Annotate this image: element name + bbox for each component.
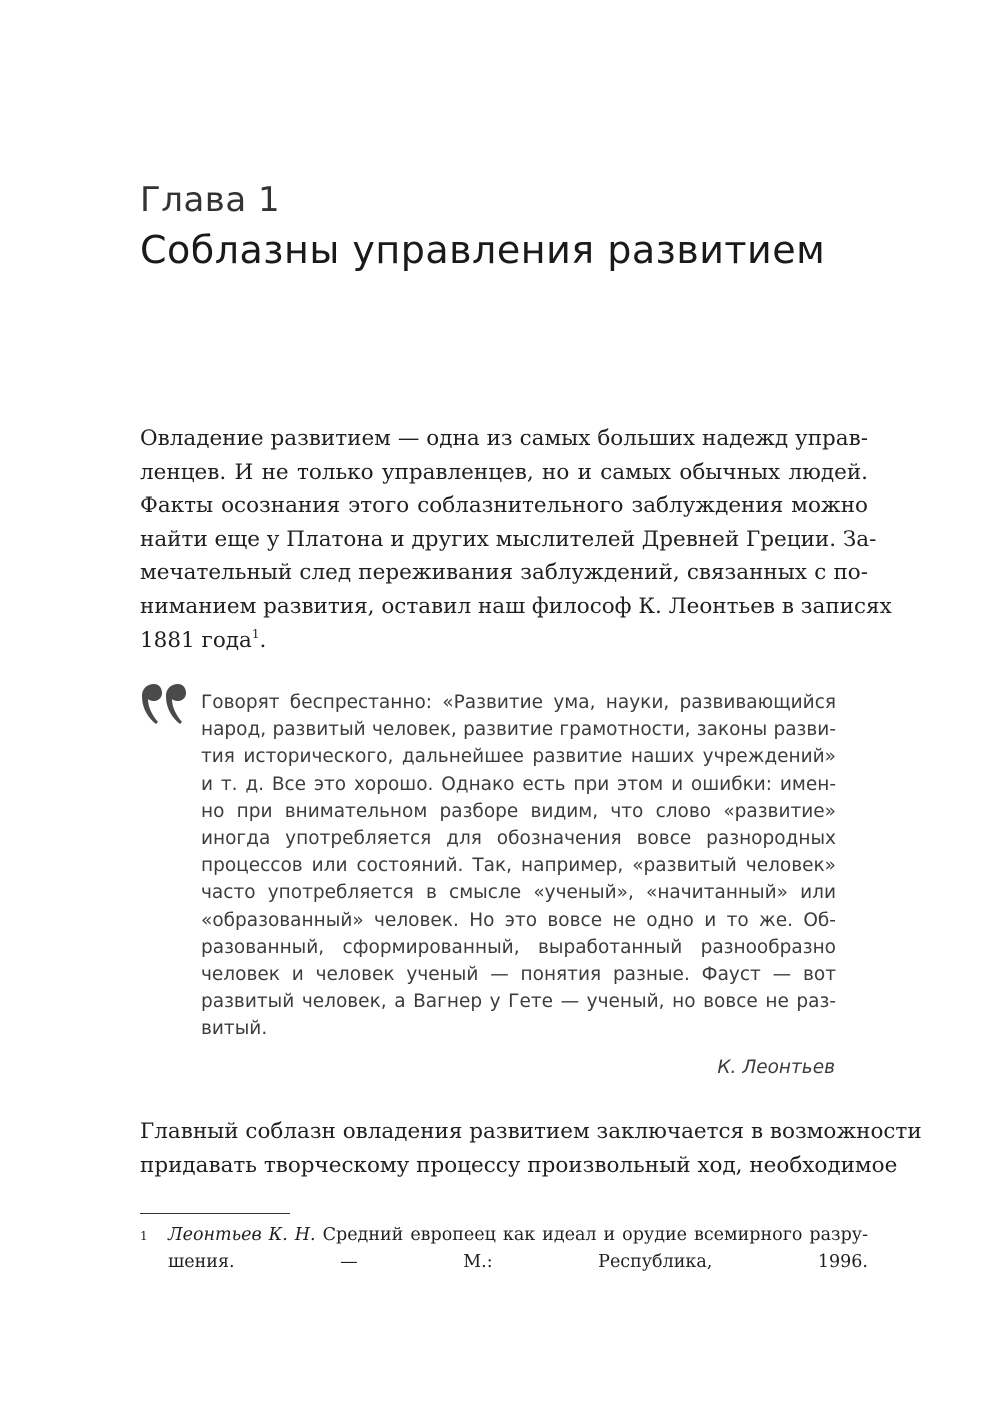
quote-line: Говорят беспрестанно: «Развитие ума, науки, развивающийся <box>201 692 836 713</box>
quote-line: иногда употребляется для обозначения вовсе разнородных <box>201 828 836 850</box>
footnote-reference[interactable]: 1 <box>251 626 260 641</box>
quote-line: народ, развитый человек, развитие грамотности, законы разви- <box>201 719 836 741</box>
intro-paragraph <box>140 422 892 657</box>
text-fragment: . <box>259 627 267 653</box>
quote-line: и т. д. Все это хорошо. Однако есть при этом и ошибки: имен- <box>201 773 836 795</box>
quote-line-last: витый. <box>201 1018 268 1040</box>
footnote-line <box>168 1222 868 1249</box>
quote-line: разованный, сформированный, выработанный разнообразно <box>201 936 836 958</box>
footnote-divider <box>140 1213 290 1214</box>
text-line: ниманием развития, оставил наш философ К. Леонтьев в записях <box>140 593 892 619</box>
text-line: ленцев. И не только управленцев, но и самых обычных людей. <box>140 459 868 485</box>
footnote-number: 1 <box>140 1229 148 1243</box>
blockquote <box>201 689 836 1043</box>
quote-line: часто употребляется в смысле «ученый», «начитанный» или <box>201 882 836 904</box>
quote-line: процессов или состояний. Так, например, «развитый человек» <box>201 855 836 877</box>
quote-line: но при внимательном разборе видим, что слово «развитие» <box>201 800 836 822</box>
footnote <box>140 1222 868 1276</box>
text-line: Факты осознания этого соблазнительного заблуждения можно <box>140 493 868 519</box>
footnote-body <box>168 1222 868 1276</box>
quote-line: «образованный» человек. Но это вовсе не одно и то же. Об- <box>201 909 836 931</box>
text-line: Овладение развитием — одна из самых больших надежд управ- <box>140 426 868 451</box>
text-line-last <box>140 624 868 658</box>
quote-line: человек и человек ученый — понятия разные. Фауст — вот <box>201 964 836 986</box>
footnote-text: Средний европеец как идеал и орудие всемирного разру- <box>315 1225 868 1245</box>
text-line: найти еще у Платона и других мыслителей Древней Греции. За- <box>140 526 877 552</box>
text-line: Главный соблазн овладения развитием заключается в возможности <box>140 1119 922 1144</box>
quote-line: тия исторического, дальнейшее развитие наших учреждений» <box>201 746 836 768</box>
chapter-number: Глава 1 <box>140 180 281 220</box>
text-line: мечательный след переживания заблуждений, связанных с по- <box>140 560 868 586</box>
footnote-line: шения. — М.: Республика, 1996. <box>168 1252 868 1272</box>
quote-attribution: К. Леонтьев <box>717 1057 835 1078</box>
text-line: придавать творческому процессу произвольный ход, необходимое <box>140 1152 898 1178</box>
text-fragment: 1881 года <box>140 627 252 653</box>
chapter-title: Соблазны управления развитием <box>140 228 826 272</box>
footnote-author: Леонтьев К. Н. <box>168 1225 316 1245</box>
quotation-mark-icon <box>138 682 190 726</box>
quote-line: развитый человек, а Вагнер у Гете — ученый, но вовсе не раз- <box>201 991 836 1013</box>
body-paragraph <box>140 1115 922 1182</box>
